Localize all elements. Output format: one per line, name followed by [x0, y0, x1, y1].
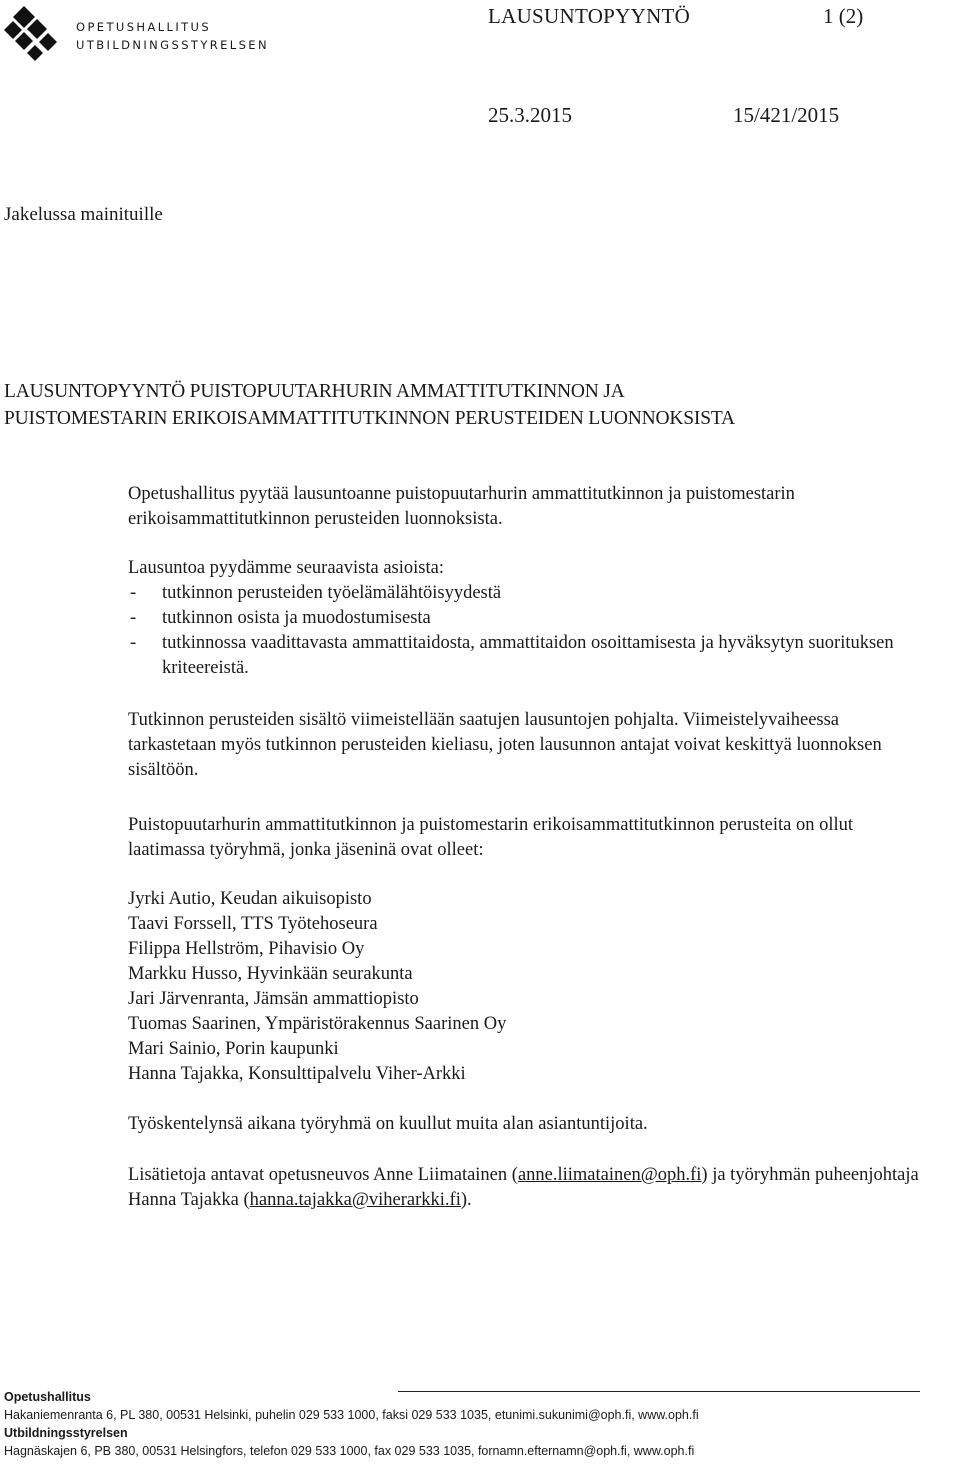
- footer-org-fi: Opetushallitus: [4, 1390, 91, 1404]
- request-list: [128, 581, 928, 681]
- org-name-fi: OPETUSHALLITUS: [76, 20, 212, 34]
- page-info: 1 (2): [823, 4, 864, 28]
- finalization-paragraph: [128, 708, 928, 783]
- finalization-text: Tutkinnon perusteiden sisältö viimeistellään saatujen lausuntojen pohjalta. Viimeistelyvaiheessa tarkastetaan myös tutkinnon perusteiden kieliasu, joten lausunnon antajat voivat keskittyä luonnoksen sisältöön.: [128, 710, 882, 780]
- request-heading: Lausuntoa pyydämme seuraavista asioista:: [128, 558, 444, 578]
- recipient: Jakelussa mainituille: [4, 204, 163, 225]
- reference-number: 15/421/2015: [733, 103, 840, 127]
- list-item: - tutkinnon osista ja muodostumisesta: [128, 606, 928, 631]
- contact-text-1: Lisätietoja antavat opetusneuvos Anne Liimatainen (: [128, 1165, 518, 1185]
- email-link-tajakka[interactable]: hanna.tajakka@viherarkki.fi: [249, 1190, 461, 1210]
- contact-text: [128, 1163, 928, 1213]
- list-item: Filippa Hellström, Pihavisio Oy: [128, 939, 365, 959]
- contact-text-3: ).: [460, 1190, 472, 1210]
- intro-paragraph: [128, 482, 928, 532]
- contact-paragraph: [128, 1163, 928, 1213]
- experts-note: Työskentelynsä aikana työryhmä on kuullut muita alan asiantuntijoita.: [128, 1114, 648, 1134]
- intro-text: Opetushallitus pyytää lausuntoanne puistopuutarhurin ammattitutkinnon ja puistomestarin erikoisammattitutkinnon perusteiden luonnoksista.: [128, 484, 795, 529]
- working-group-intro: Puistopuutarhurin ammattitutkinnon ja puistomestarin erikoisammattitutkinnon perusteita on ollut laatimassa työryhmä, jonka jäseninä ovat olleet:: [128, 815, 854, 860]
- list-item: Tuomas Saarinen, Ympäristörakennus Saarinen Oy: [128, 1014, 507, 1034]
- list-item: - tutkinnossa vaadittavasta ammattitaidosta, ammattitaidon osoittamisesta ja hyväksytyn suorituksen kriteereistä.: [128, 631, 928, 681]
- working-group-paragraph: [128, 813, 928, 863]
- list-item: Jari Järvenranta, Jämsän ammattiopisto: [128, 989, 419, 1009]
- list-item: Markku Husso, Hyvinkään seurakunta: [128, 964, 413, 984]
- footer-address-fi: Hakaniemenranta 6, PL 380, 00531 Helsinki, puhelin 029 533 1000, faksi 029 533 1035, etunimi.sukunimi@oph.fi, www.oph.fi: [4, 1408, 699, 1422]
- list-item: - tutkinnon perusteiden työelämälähtöisyydestä: [128, 581, 928, 606]
- experts-paragraph: [128, 1112, 928, 1137]
- request-section: [128, 556, 928, 681]
- title-line-1: LAUSUNTOPYYNTÖ PUISTOPUUTARHURIN AMMATTITUTKINNON JA: [4, 381, 625, 402]
- member-list: [128, 887, 928, 1087]
- list-item: Taavi Forssell, TTS Työtehoseura: [128, 914, 378, 934]
- contact-text-2: ) ja työryhmän puheenjohtaja Hanna Tajakka (: [128, 1165, 919, 1210]
- footer-address-sv: Hagnäskajen 6, PB 380, 00531 Helsingfors, telefon 029 533 1000, fax 029 533 1035, fornamn.efternamn@oph.fi, www.oph.fi: [4, 1444, 695, 1458]
- list-item: Mari Sainio, Porin kaupunki: [128, 1039, 339, 1059]
- document-date: 25.3.2015: [488, 103, 572, 127]
- email-link-liimatainen[interactable]: anne.liimatainen@oph.fi: [517, 1165, 702, 1185]
- document-type: LAUSUNTOPYYNTÖ: [488, 4, 691, 28]
- footer-org-sv: Utbildningsstyrelsen: [4, 1426, 128, 1440]
- list-item: Hanna Tajakka, Konsulttipalvelu Viher-Arkki: [128, 1064, 466, 1084]
- list-item: Jyrki Autio, Keudan aikuisopisto: [128, 889, 372, 909]
- title-line-2: PUISTOMESTARIN ERIKOISAMMATTITUTKINNON PERUSTEIDEN LUONNOKSISTA: [4, 408, 735, 429]
- diamond-cluster-logo-icon: [4, 4, 60, 64]
- org-name-sv: UTBILDNINGSSTYRELSEN: [76, 38, 269, 52]
- document-title: [4, 378, 735, 432]
- footer-divider: [398, 1391, 920, 1392]
